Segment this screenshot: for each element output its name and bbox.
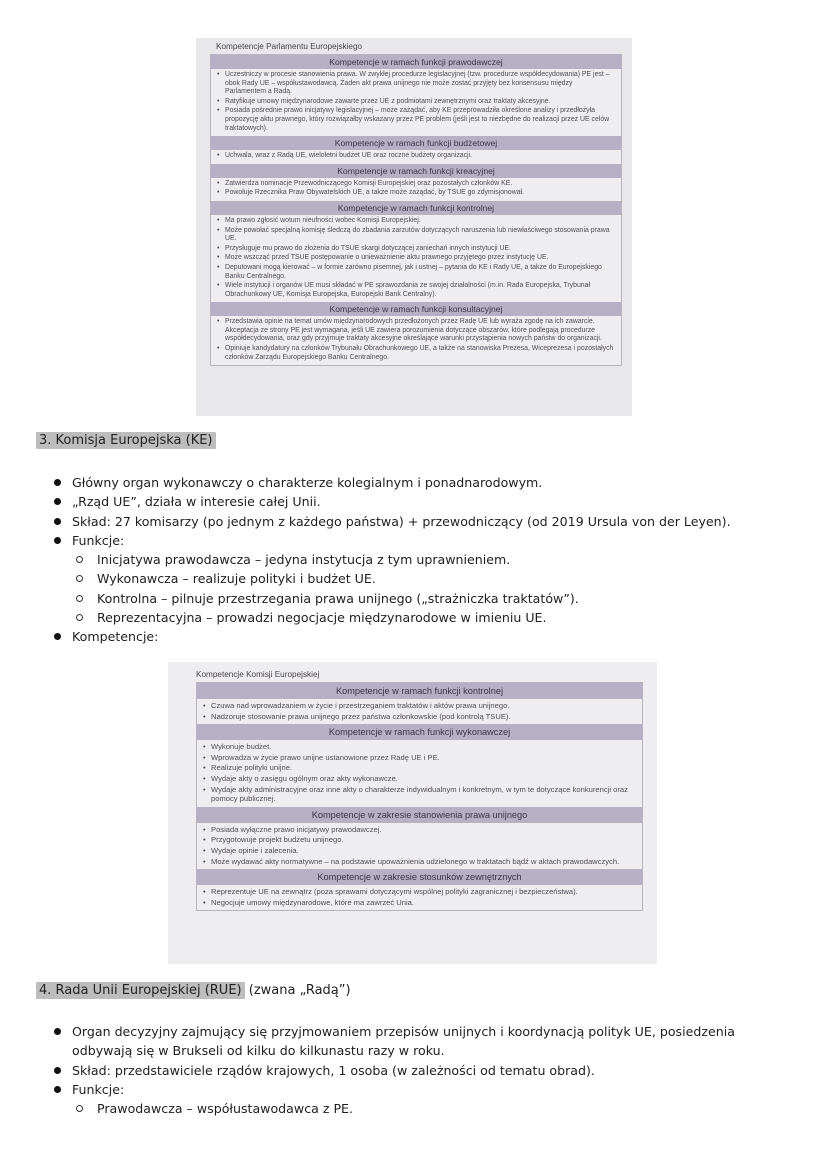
section-header: Kompetencje w ramach funkcji kontrolnej <box>197 683 642 699</box>
table-row: • Wydaje akty administracyjne oraz inne akty o charakterze indywidualnym i konkretnym, w tym te dotyczące konkurencji oraz pomocy publicznej. <box>203 785 636 804</box>
section-header: Kompetencje w zakresie stosunków zewnętrznych <box>197 869 642 885</box>
table-row: • Ratyfikuje umowy międzynarodowe zawarte przez UE z podmiotami zewnętrznymi oraz traktaty akcesyjne. <box>217 98 615 107</box>
list-item: Skład: 27 komisarzy (po jednym z każdego państwa) + przewodniczący (od 2019 Ursula von der Leyen). <box>50 512 731 531</box>
sub-list-item: Kontrolna – pilnuje przestrzegania prawa unijnego („strażniczka traktatów”). <box>50 589 731 608</box>
table-row: • Wprowadza w życie prawo unijne ustanowione przez Radę UE i PE. <box>203 753 636 763</box>
section-header: Kompetencje w zakresie stanowienia prawa unijnego <box>197 807 642 823</box>
table-row: • Może wydawać akty normatywne – na podstawie upoważnienia udzielonego w traktatach bądź w aktach prawodawczych. <box>203 857 636 867</box>
table-row: • Posiada wyłączne prawo inicjatywy prawodawczej. <box>203 825 636 835</box>
photo-table-commission-competences <box>168 662 657 964</box>
table-row: • Posiada pośrednie prawo inicjatywy legislacyjnej – może zażądać, aby KE przeprowadziła określone analizy i przedłożyła propozycję aktu prawnego, który rozwiązałby wskazany przez PE problem (jeśli jest to niezbędne do realizacji przez UE celów traktatowych). <box>217 107 615 133</box>
list-item: Skład: przedstawiciele rządów krajowych, 1 osoba (w zależności od tematu obrad). <box>50 1061 770 1080</box>
table-row: • Może wszcząć przed TSUE postępowanie o unieważnienie aktu prawnego przyjętego przez instytucję UE. <box>217 254 615 263</box>
table-row: • Może powołać specjalną komisję śledczą do zbadania zarzutów dotyczących naruszenia lub niewłaściwego stosowania prawa UE. <box>217 227 615 244</box>
list-item: Funkcje: <box>50 1080 770 1099</box>
table-row: • Reprezentuje UE na zewnątrz (poza sprawami dotyczącymi wspólnej polityki zagranicznej i bezpieczeństwa). <box>203 887 636 897</box>
table-row: • Przysługuje mu prawo do złożenia do TSUE skargi dotyczącej zaniechań innych instytucji UE. <box>217 245 615 254</box>
sub-list-item: Reprezentacyjna – prowadzi negocjacje międzynarodowe w imieniu UE. <box>50 608 731 627</box>
section-header: Kompetencje w ramach funkcji wykonawczej <box>197 724 642 740</box>
table-row: • Wydaje opinie i zalecenia. <box>203 846 636 856</box>
sub-list-item: Inicjatywa prawodawcza – jedyna instytucja z tym uprawnieniem. <box>50 550 731 569</box>
table-row: • Zatwierdza nominacje Przewodniczącego Komisji Europejskiej oraz pozostałych członków KE. <box>217 180 615 189</box>
heading-suffix: (zwana „Radą”) <box>244 983 351 998</box>
table-row: • Przygotowuje projekt budżetu unijnego. <box>203 835 636 845</box>
heading-highlight: 4. Rada Unii Europejskiej (RUE) <box>36 982 245 999</box>
table-row: • Wykonuje budżet. <box>203 742 636 752</box>
section-heading-rue <box>36 983 351 998</box>
section-header: Kompetencje w ramach funkcji kreacyjnej <box>211 164 621 178</box>
table-row: • Nadzoruje stosowanie prawa unijnego przez państwa członkowskie (pod kontrolą TSUE). <box>203 712 636 722</box>
table-row: • Uchwala, wraz z Radą UE, wieloletni budżet UE oraz roczne budżety organizacji. <box>217 152 615 161</box>
list-item: Główny organ wykonawczy o charakterze kolegialnym i ponadnarodowym. <box>50 473 731 492</box>
list-item: Organ decyzyjny zajmujący się przyjmowaniem przepisów unijnych i koordynacją polityk UE, posiedzenia odbywają się w Brukseli od kilku do kilkunastu razy w roku. <box>50 1022 770 1061</box>
photo-table-parliament-competences <box>196 38 632 416</box>
list-item: Funkcje: <box>50 531 731 550</box>
list-item: „Rząd UE”, działa w interesie całej Unii. <box>50 492 731 511</box>
table-row: • Czuwa nad wprowadzaniem w życie i przestrzeganiem traktatów i aktów prawa unijnego. <box>203 701 636 711</box>
list-item: Kompetencje: <box>50 627 731 646</box>
table-row: • Realizuje polityki unijne. <box>203 763 636 773</box>
table-title: Kompetencje Parlamentu Europejskiego <box>216 42 363 51</box>
table-row: • Opiniuje kandydatury na członków Trybunału Obrachunkowego UE, a także na stanowiska Prezesa, Wiceprezesa i pozostałych członków Zarządu Europejskiego Banku Centralnego. <box>217 345 615 362</box>
table-row: • Wydaje akty o zasięgu ogólnym oraz akty wykonawcze. <box>203 774 636 784</box>
table-row: • Uczestniczy w procesie stanowienia prawa. W zwykłej procedurze legislacyjnej (tzw. procedurze współdecydowania) PE jest – obok Rady UE – współustawodawcą. Żaden akt prawa unijnego nie może zostać przyjęty bez konsensusu między Parlamentem a Radą. <box>217 71 615 97</box>
table-row: • Wiele instytucji i organów UE musi składać w PE sprawozdania ze swojej działalności (m.in. Rada Europejska, Trybunał Obrachunkowy UE, Komisja Europejska, Europejski Bank Centralny). <box>217 282 615 299</box>
competences-table <box>196 682 643 911</box>
rue-bullet-list <box>50 1022 770 1118</box>
section-header: Kompetencje w ramach funkcji budżetowej <box>211 136 621 150</box>
section-header: Kompetencje w ramach funkcji prawodawczej <box>211 55 621 69</box>
table-row: • Deputowani mogą kierować – w formie zarówno pisemnej, jak i ustnej – pytania do KE i Rady UE, a także do Europejskiego Banku Centralnego. <box>217 264 615 281</box>
table-row: • Ma prawo zgłosić wotum nieufności wobec Komisji Europejskiej. <box>217 217 615 226</box>
sub-list-item: Wykonawcza – realizuje polityki i budżet UE. <box>50 569 731 588</box>
section-heading-ke <box>36 433 216 448</box>
table-row: • Przedstawia opinie na temat umów międzynarodowych przedłożonych przez Radę UE lub wyraża zgodę na ich zawarcie. Akceptacja ze strony PE jest wymagana, jeśli UE zawiera porozumienia dotyczące obszarów, które podlegają procedurze współdecydowania, oraz gdy przyjmuje traktaty akcesyjne określające warunki przystąpienia nowych państw do organizacji. <box>217 318 615 344</box>
ke-bullet-list <box>50 473 731 647</box>
section-header: Kompetencje w ramach funkcji kontrolnej <box>211 201 621 215</box>
section-header: Kompetencje w ramach funkcji konsultacyjnej <box>211 302 621 316</box>
sub-list-item: Prawodawcza – współustawodawca z PE. <box>50 1099 770 1118</box>
competences-table <box>210 54 622 366</box>
heading-highlight: 3. Komisja Europejska (KE) <box>36 432 216 449</box>
table-row: • Negocjuje umowy międzynarodowe, które ma zawrzeć Unia. <box>203 898 636 908</box>
table-title: Kompetencje Komisji Europejskiej <box>196 670 320 679</box>
table-row: • Powołuje Rzecznika Praw Obywatelskich UE, a także może zażądać, by TSUE go zdymisjonował. <box>217 189 615 198</box>
